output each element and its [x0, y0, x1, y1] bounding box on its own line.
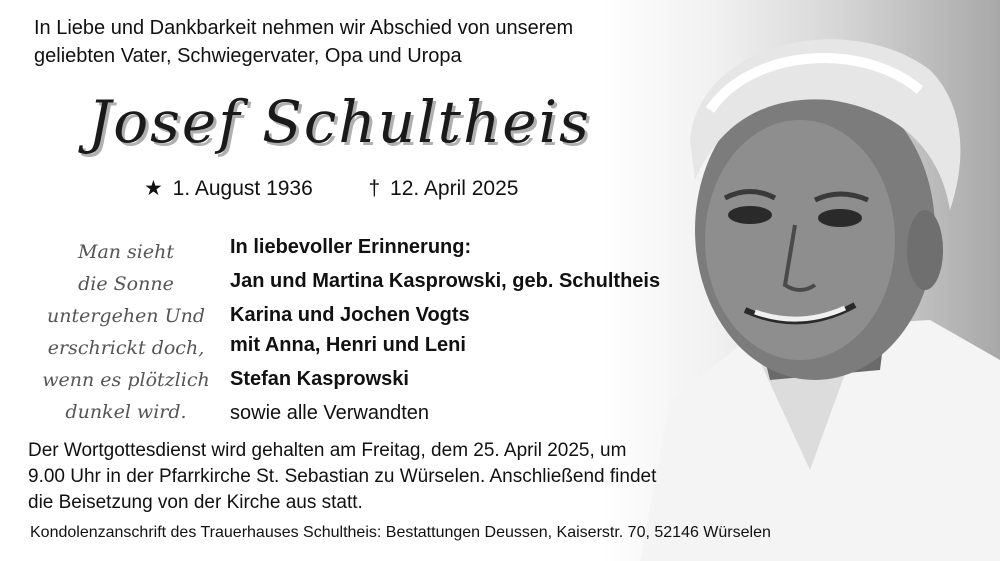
death-date: 12. April 2025	[390, 177, 519, 200]
service-info	[28, 438, 668, 516]
survivor-entry: sowie alle Verwandten	[230, 402, 430, 424]
survivors-heading: In liebevoller Erinnerung:	[230, 236, 472, 258]
intro-line: In Liebe und Dankbarkeit nehmen wir Abschied von unserem	[34, 17, 574, 39]
survivors-list	[230, 232, 700, 428]
birth-date: 1. August 1936	[172, 177, 313, 200]
service-line: Der Wortgottesdienst wird gehalten am Freitag, dem 25. April 2025, um	[28, 440, 627, 461]
condolence-address: Kondolenzanschrift des Trauerhauses Schultheis: Bestattungen Deussen, Kaiserstr. 70, 52146 Würselen	[30, 524, 771, 541]
quote-line: untergehen Und	[46, 305, 205, 327]
quote-line: Man sieht	[77, 241, 174, 263]
survivor-entry: Jan und Martina Kasprowski, geb. Schultheis	[230, 270, 661, 292]
survivor-entry: Karina und Jochen Vogts	[230, 304, 470, 326]
cross-icon: †	[368, 177, 381, 200]
intro-text	[34, 14, 634, 70]
service-line: 9.00 Uhr in der Pfarrkirche St. Sebastian zu Würselen. Anschließend findet	[28, 466, 657, 487]
intro-line: geliebten Vater, Schwiegervater, Opa und Uropa	[34, 45, 462, 67]
life-dates	[144, 176, 522, 201]
quote-line: dunkel wird.	[65, 401, 187, 423]
quote	[26, 236, 226, 428]
service-line: die Beisetzung von der Kirche aus statt.	[28, 492, 363, 513]
star-icon: ★	[144, 177, 163, 200]
survivor-entry: Stefan Kasprowski	[230, 368, 409, 390]
survivor-entry: mit Anna, Henri und Leni	[230, 334, 466, 356]
quote-line: wenn es plötzlich	[42, 369, 210, 391]
deceased-name: Josef Schultheis	[88, 88, 591, 156]
quote-line: erschrickt doch,	[47, 337, 205, 359]
quote-line: die Sonne	[78, 273, 174, 295]
